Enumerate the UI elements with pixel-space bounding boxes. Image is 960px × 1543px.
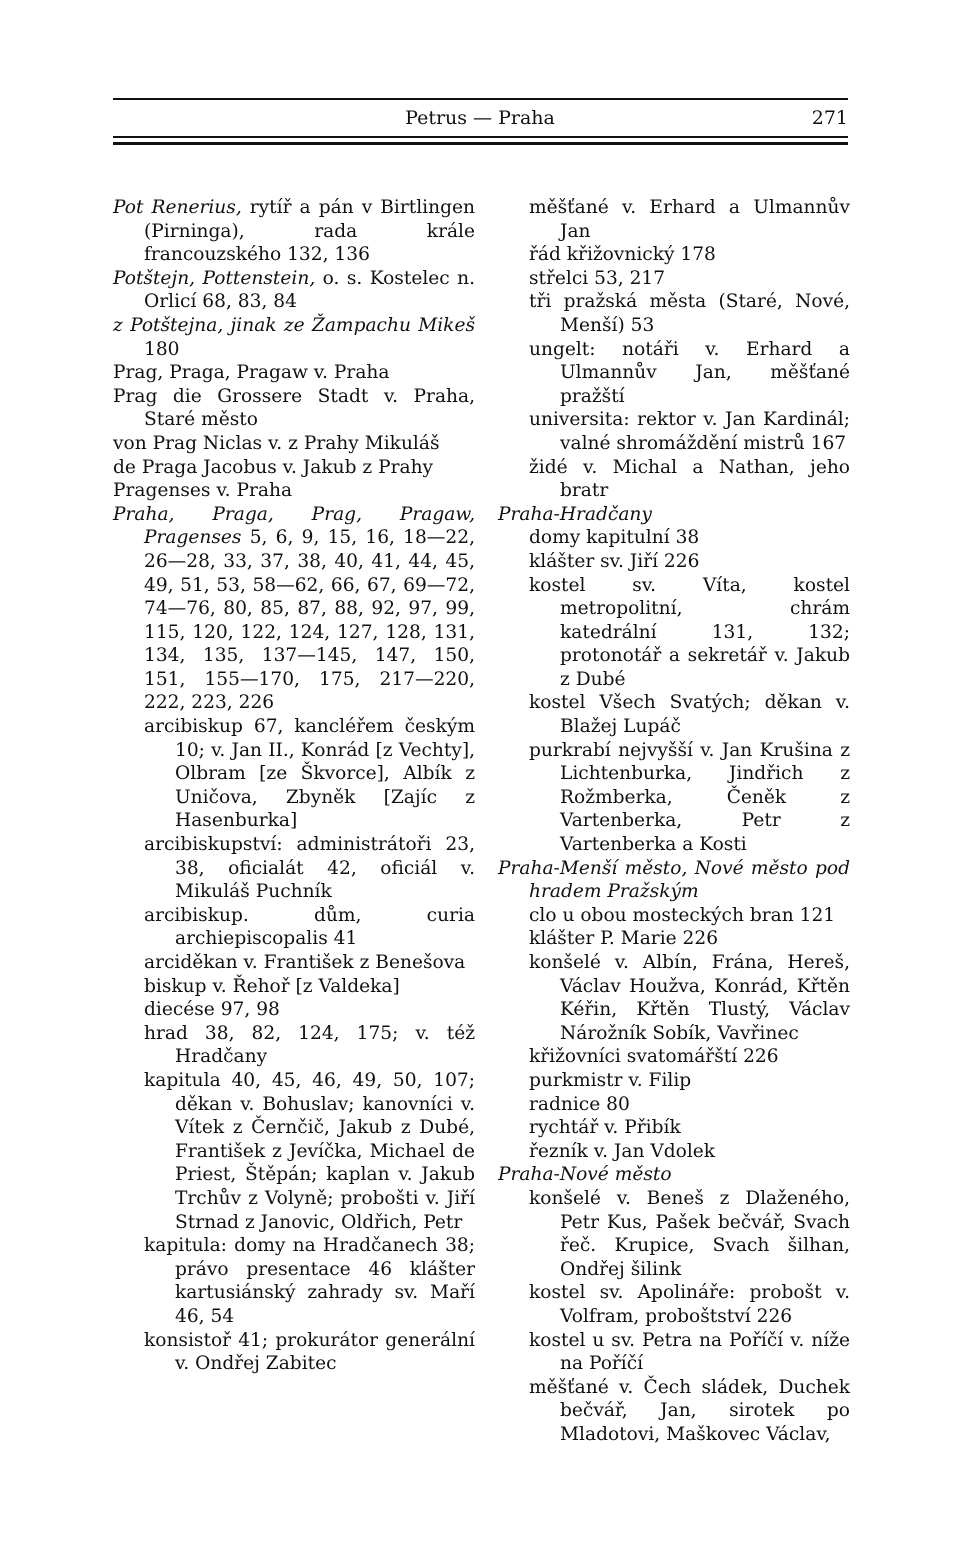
entry-text: biskup v. Řehoř [z Valdeka]: [144, 975, 400, 997]
index-subentry: [113, 715, 475, 833]
entry-text: Prag die Grossere Stadt v. Praha, Staré město: [113, 385, 475, 431]
entry-text: domy kapitulní 38: [529, 527, 700, 549]
entry-text: konšelé v. Beneš z Dlaženého, Petr Kus, Pašek bečvář, Svach řeč. Krupice, Svach šilhan, Ondřej šilink: [529, 1187, 850, 1280]
index-subentry: [498, 1329, 850, 1376]
index-subentry: [498, 267, 850, 291]
index-entry: [113, 456, 475, 480]
index-entry: [498, 503, 850, 527]
entry-heading: Praha-Nové město: [498, 1164, 672, 1186]
entry-text: arcibiskupství: administrátoři 23, 38, oficialát 42, oficiál v. Mikuláš Puchník: [144, 834, 475, 903]
entry-text: konšelé v. Albín, Frána, Hereš, Václav Houžva, Konrád, Křtěn Kéřin, Křtěn Tlustý, Václav Nárožník Sobík, Vavřinec: [529, 952, 850, 1044]
entry-text: křižovníci svatomářští 226: [529, 1046, 779, 1068]
entry-text: kostel sv. Apolináře: probošt v. Volfram, proboštství 226: [529, 1282, 850, 1327]
entry-heading: Praha-Menší město, Nové město pod hradem Pražským: [498, 857, 850, 903]
index-subentry: [113, 1022, 475, 1069]
index-entry: [113, 385, 475, 432]
index-subentry: [498, 904, 850, 928]
index-subentry: [498, 338, 850, 409]
index-subentry: [113, 951, 475, 975]
entry-text: ungelt: notáři v. Erhard a Ulmannův Jan, měšťané pražští: [529, 338, 850, 407]
index-subentry: [498, 1140, 850, 1164]
index-subentry: [498, 1376, 850, 1447]
index-subentry: [113, 1069, 475, 1234]
index-subentry: [498, 927, 850, 951]
entry-text: arciděkan v. František z Benešova: [144, 952, 466, 973]
entry-text: klášter P. Marie 226: [529, 928, 719, 950]
index-entry: [498, 1163, 850, 1187]
entry-text: universita: rektor v. Jan Kardinál; valné shromáždění mistrů 167: [529, 409, 850, 454]
entry-text: měšťané v. Čech sládek, Duchek bečvář, Jan, sirotek po Mladotovi, Maškovec Václav,: [529, 1376, 850, 1445]
entry-text: hrad 38, 82, 124, 175; v. též Hradčany: [144, 1022, 475, 1068]
index-subentry: [113, 833, 475, 904]
index-entry: [113, 432, 475, 456]
entry-text: tři pražská města (Staré, Nové, Menší) 53: [529, 291, 850, 336]
index-subentry: [498, 290, 850, 337]
entry-text: rytíř a pán v Birtlingen (Pirninga), rada krále francouzského 132, 136: [144, 197, 475, 266]
header-rule-double-2: [113, 142, 848, 145]
index-subentry: [498, 1093, 850, 1117]
index-subentry: [498, 1045, 850, 1069]
index-subentry: [113, 1234, 475, 1328]
index-column-right: [498, 196, 850, 1446]
entry-text: měšťané v. Erhard a Ulmannův Jan: [529, 197, 850, 242]
index-entry: [113, 314, 475, 361]
entry-heading: Pot Renerius,: [113, 197, 242, 218]
index-subentry: [498, 243, 850, 267]
index-subentry: [498, 1069, 850, 1093]
entry-text: diecése 97, 98: [144, 999, 280, 1021]
header-rule-double-1: [113, 136, 848, 138]
index-subentry: [498, 574, 850, 692]
entry-text: purkrabí nejvyšší v. Jan Krušina z Lichtenburka, Jindřich z Rožmberka, Čeněk z Vartenberka, Petr z Vartenberka a Kosti: [529, 739, 850, 856]
index-subentry: [498, 691, 850, 738]
index-entry: [498, 857, 850, 904]
entry-text: 180: [144, 338, 180, 360]
entry-text: kapitula 40, 45, 46, 49, 50, 107; děkan v. Bohuslav; kanovníci v. Vítek z Černčič, Jakub z Dubé, František z Jevíčka, Michael de Priest, Štěpán; kaplan v. Jakub Trchův z Volyně; probošti v. Jiří Strnad z Janovic, Oldřich, Petr: [144, 1069, 475, 1233]
index-subentry: [498, 951, 850, 1045]
index-subentry: [498, 550, 850, 574]
entry-text: de Praga Jacobus v. Jakub z Prahy: [113, 456, 434, 478]
entry-text: střelci 53, 217: [529, 267, 666, 289]
entry-heading: Praha-Hradčany: [498, 503, 652, 525]
index-entry: [113, 503, 475, 715]
index-subentry: [498, 456, 850, 503]
index-subentry: [498, 1116, 850, 1140]
index-column-left: [113, 196, 475, 1376]
index-subentry: [498, 1281, 850, 1328]
index-subentry: [113, 975, 475, 999]
page-number: 271: [811, 107, 848, 129]
entry-text: židé v. Michal a Nathan, jeho bratr: [529, 456, 850, 502]
index-subentry: [498, 739, 850, 857]
entry-text: arcibiskup. dům, curia archiepiscopalis 41: [144, 904, 475, 950]
entry-text: kostel Všech Svatých; děkan v. Blažej Lupáč: [529, 692, 850, 738]
index-subentry: [498, 1187, 850, 1281]
entry-text: konsistoř 41; prokurátor generální v. Ondřej Zabitec: [144, 1329, 475, 1375]
entry-text: purkmistr v. Filip: [529, 1069, 692, 1091]
entry-text: von Prag Niclas v. z Prahy Mikuláš: [113, 432, 440, 454]
index-subentry: [113, 904, 475, 951]
index-subentry: [498, 408, 850, 455]
running-head: Petrus — Praha: [405, 107, 555, 129]
entry-heading: Praha, Praga, Prag, Pragaw, Pragenses: [113, 503, 475, 549]
entry-heading: z Potštejna, jinak ze Žampachu Mikeš: [113, 314, 475, 336]
entry-text: Prag, Praga, Pragaw v. Praha: [113, 362, 390, 384]
entry-heading: Potštejn, Pottenstein,: [113, 267, 316, 289]
entry-text: kapitula: domy na Hradčanech 38; právo presentace 46 klášter kartusiánský zahrady sv. Maří 46, 54: [144, 1235, 475, 1327]
entry-text: Pragenses v. Praha: [113, 480, 293, 502]
entry-text: o. s. Kostelec n. Orlicí 68, 83, 84: [144, 267, 475, 313]
index-subentry: [113, 1329, 475, 1376]
entry-text: radnice 80: [529, 1093, 630, 1115]
index-entry: [113, 196, 475, 267]
entry-text: rychtář v. Přibík: [529, 1117, 681, 1139]
index-entry: [113, 267, 475, 314]
entry-text: kostel u sv. Petra na Poříčí v. níže na Poříčí: [529, 1329, 850, 1375]
entry-text: 5, 6, 9, 15, 16, 18—22, 26—28, 33, 37, 38, 40, 41, 44, 45, 49, 51, 53, 58—62, 66, 67, 69—72, 74—76, 80, 85, 87, 88, 92, 97, 99, 115, 120, 122, 124, 127, 128, 131, 134, 135, 137—145, 147, 150, 151, 155—170, 175, 217—220, 222, 223, 226: [144, 527, 475, 714]
entry-text: řezník v. Jan Vdolek: [529, 1140, 716, 1162]
index-subentry: [498, 196, 850, 243]
index-subentry: [113, 998, 475, 1022]
index-subentry: [498, 526, 850, 550]
index-entry: [113, 361, 475, 385]
entry-text: arcibiskup 67, kancléřem českým 10; v. Jan II., Konrád [z Vechty], Olbram [ze Škvorce], Albík z Uničova, Zbyněk [Zajíc z Hasenburka]: [144, 716, 475, 832]
entry-text: kostel sv. Víta, kostel metropolitní, chrám katedrální 131, 132; protonotář a sekretář v. Jakub z Dubé: [529, 574, 850, 690]
entry-text: řád křižovnický 178: [529, 244, 716, 266]
entry-text: klášter sv. Jiří 226: [529, 550, 700, 572]
entry-text: clo u obou mosteckých bran 121: [529, 904, 836, 926]
index-entry: [113, 479, 475, 503]
header-rule-top: [113, 98, 848, 100]
